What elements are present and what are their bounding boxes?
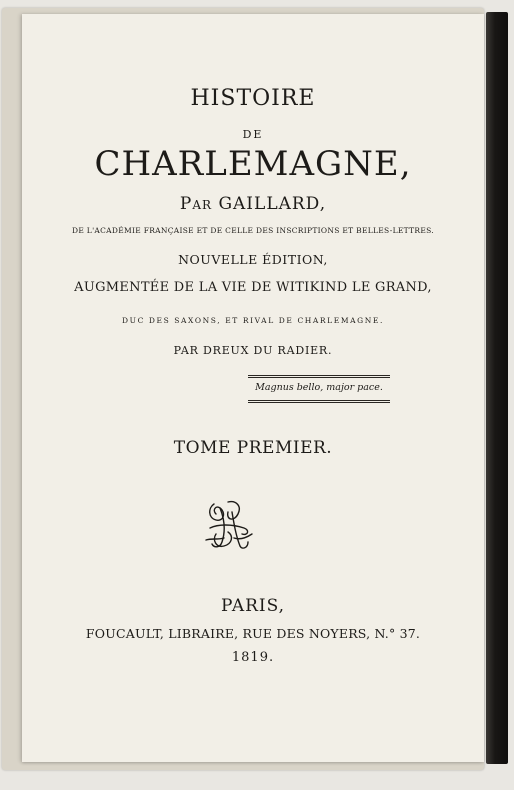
year-line: 1819. [231,650,275,665]
editor-line: PAR DREUX DU RADIER. [173,344,333,357]
city-line: PARIS, [220,596,286,616]
publisher-line: FOUCAULT, LIBRAIRE, RUE DES NOYERS, N.° 37. [85,626,421,641]
academy-line: DE L'ACADÉMIE FRANÇAISE ET DE CELLE DES INSCRIPTIONS ET BELLES-LETTRES. [72,226,434,235]
motto-rule-bottom [248,400,390,401]
edition-line: NOUVELLE ÉDITION, [178,252,328,267]
title-page [22,14,484,762]
motto-rule-bottom-2 [248,402,390,403]
tome-line: TOME PREMIER. [173,438,333,458]
title-de: DE [242,128,264,141]
book-spine [486,12,508,764]
monogram-icon [198,494,258,554]
author-name: GAILLARD, [218,194,327,214]
augmented-line: AUGMENTÉE DE LA VIE DE WITIKIND LE GRAND, [74,280,432,295]
title-line-2: CHARLEMAGNE, [94,144,412,184]
duc-line: DUC DES SAXONS, ET RIVAL DE CHARLEMAGNE. [122,316,384,325]
title-line-1: HISTOIRE [190,86,316,111]
author-line [22,194,484,214]
author-prefix-rest: AR [192,198,213,212]
motto-rule-top-2 [248,377,390,378]
author-prefix-cap: P [179,194,193,214]
motto: Magnus bello, major pace. [255,382,383,393]
motto-rule-top [248,375,390,376]
